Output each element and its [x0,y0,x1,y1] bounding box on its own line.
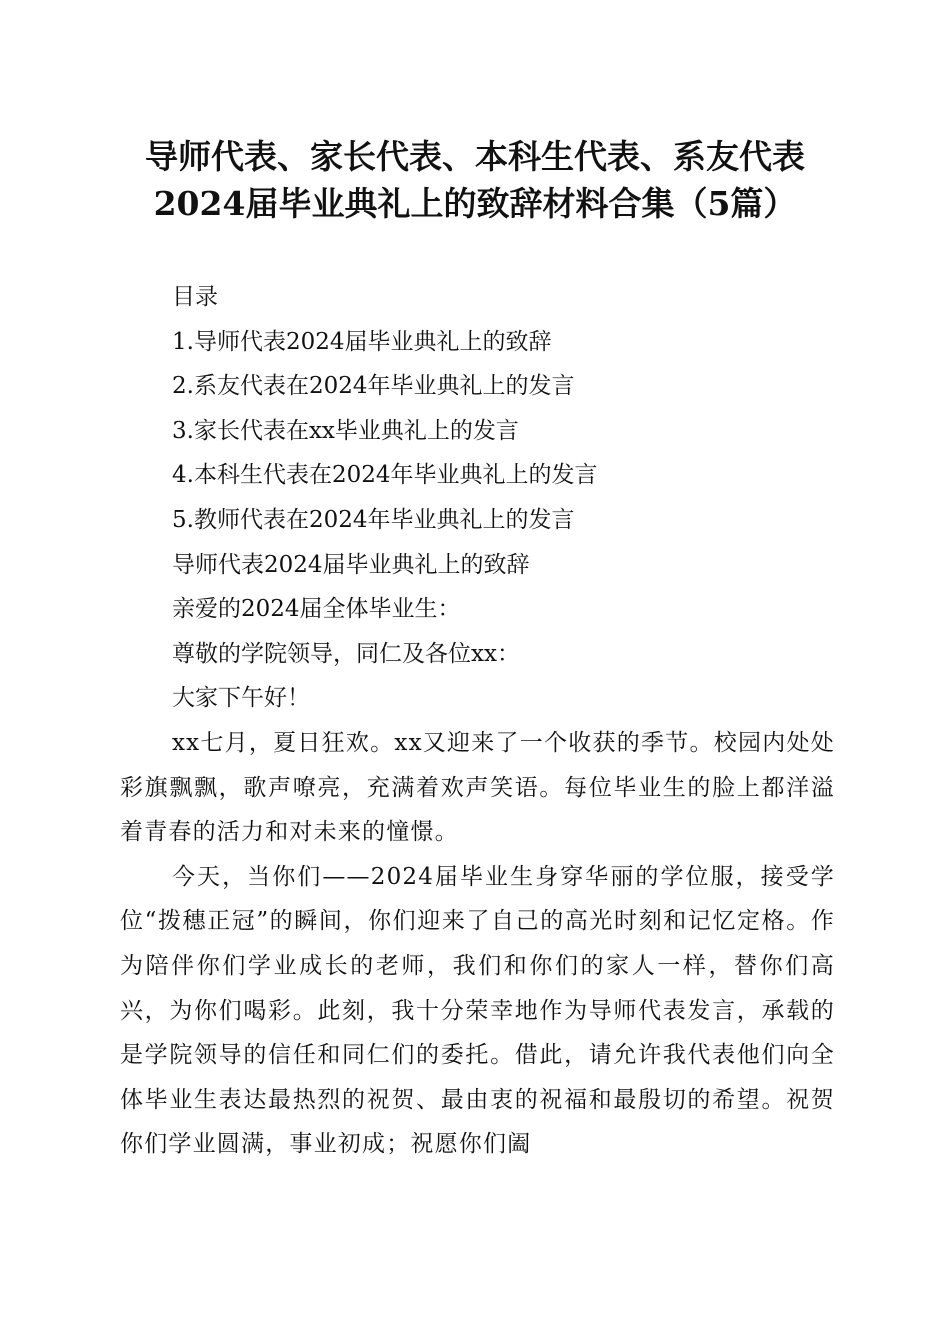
title-line-1: 导师代表、家长代表、本科生代表、系友代表 [145,137,805,176]
greeting: 大家下午好！ [172,685,310,712]
body-paragraph-1: xx七月，夏日狂欢。xx又迎来了一个收获的季节。校园内处处彩旗飘飘，歌声嘹亮，充满着欢声笑语。每位毕业生的脸上都洋溢着青春的活力和对未来的憧憬。 [120,729,835,846]
speech-heading: 导师代表2024届毕业典礼上的致辞 [172,551,530,578]
title-line-2: 2024届毕业典礼上的致辞材料合集（5篇） [153,184,797,223]
body-paragraph-2: 今天，当你们——2024届毕业生身穿华丽的学位服，接受学位“拨穗正冠”的瞬间，你们迎来了自己的高光时刻和记忆定格。作为陪伴你们学业成长的老师，我们和你们的家人一样，替你们高兴，为你们喝彩。此刻，我十分荣幸地作为导师代表发言，承载的是学院领导的信任和同仁们的委托。借此，请允许我代表他们向全体毕业生表达最热烈的祝贺、最由衷的祝福和最殷切的希望。祝贺你们学业圆满，事业初成；祝愿你们阖 [120,863,835,1158]
toc-item-1: 1.导师代表2024届毕业典礼上的致辞 [172,328,552,355]
salutation-graduates: 亲爱的2024届全体毕业生： [172,596,461,623]
document-body [120,275,835,1167]
toc-item-3: 3.家长代表在xx毕业典礼上的发言 [172,417,519,444]
toc-heading: 目录 [172,284,218,310]
toc-item-2: 2.系友代表在2024年毕业典礼上的发言 [172,373,575,400]
salutation-leaders: 尊敬的学院领导，同仁及各位xx： [172,640,520,667]
toc-item-4: 4.本科生代表在2024年毕业典礼上的发言 [172,462,598,489]
document-title [80,133,870,227]
toc-item-5: 5.教师代表在2024年毕业典礼上的发言 [172,506,575,533]
